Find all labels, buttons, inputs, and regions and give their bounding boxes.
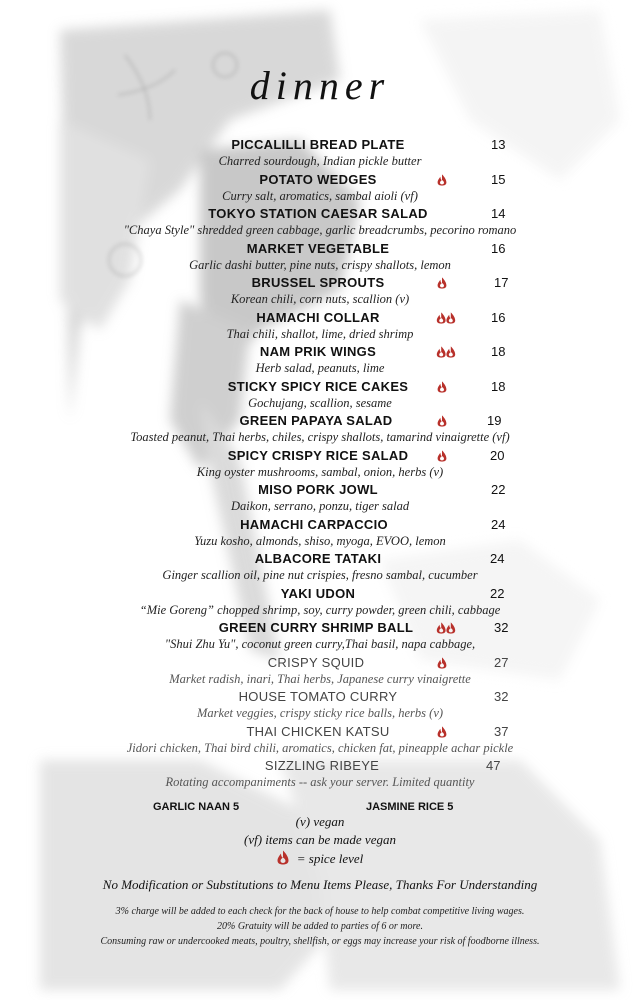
side-jasmine-rice: JASMINE RICE 5 (366, 801, 454, 813)
menu-item-price: 19 (487, 413, 502, 428)
spice-level-icon (434, 622, 458, 634)
menu-item (0, 585, 640, 619)
menu-item-description: Gochujang, scallion, sesame (248, 395, 392, 410)
spice-level-icon (434, 346, 458, 358)
menu-item-name: MARKET VEGETABLE (246, 240, 390, 256)
menu-item-description: Rotating accompaniments -- ask your server. Limited quantity (165, 775, 475, 789)
menu-item-price: 13 (491, 137, 506, 152)
flame-icon (446, 346, 455, 357)
menu-item-header (0, 240, 640, 257)
menu-item-name: SPICY CRISPY RICE SALAD (227, 447, 409, 463)
menu-title: dinner (249, 63, 391, 108)
menu-item-price: 18 (491, 344, 506, 359)
menu-item-name: CRISPY SQUID (267, 654, 365, 670)
fine-print-line: 3% charge will be added to each check for the back of house to help combat competitive living wages. (115, 906, 525, 917)
menu-item (0, 136, 640, 170)
menu-item-header (0, 481, 640, 498)
menu-item-header (0, 516, 640, 533)
menu-item-description: Ginger scallion oil, pine nut crispies, fresno sambal, cucumber (162, 568, 478, 582)
flame-icon (446, 312, 455, 323)
menu-item-description: Garlic dashi butter, pine nuts, crispy shallots, lemon (189, 257, 451, 272)
modification-notice: No Modification or Substitutions to Menu Items Please, Thanks For Understanding (102, 877, 538, 892)
menu-item-header (0, 447, 640, 464)
menu-item-description: Market radish, inari, Thai herbs, Japanese curry vinaigrette (169, 671, 471, 686)
menu-item-price: 17 (494, 275, 509, 290)
menu-item-description: Daikon, serrano, ponzu, tiger salad (230, 499, 410, 513)
menu-item-name: TOKYO STATION CAESAR SALAD (208, 206, 428, 221)
flame-icon (438, 415, 447, 426)
menu-item-name: BRUSSEL SPROUTS (251, 275, 385, 290)
menu-item-header (0, 171, 640, 188)
fine-print-line: 20% Gratuity will be added to parties of 6 or more. (216, 921, 423, 932)
menu-item-price: 27 (494, 654, 509, 670)
menu-item-price: 32 (494, 620, 509, 635)
menu-item-description: King oyster mushrooms, sambal, onion, herbs (v) (196, 464, 444, 479)
menu-item (0, 378, 640, 412)
spice-level-icon (436, 277, 448, 289)
menu-item (0, 481, 640, 515)
menu-item-price: 14 (491, 206, 506, 221)
menu-item-price: 20 (490, 447, 505, 463)
menu-item-name: ALBACORE TATAKI (254, 551, 382, 566)
menu-item-name: NAM PRIK WINGS (259, 344, 377, 359)
menu-item-price: 22 (491, 482, 506, 497)
menu-item-name: HAMACHI COLLAR (256, 309, 380, 325)
menu-item-name: HAMACHI CARPACCIO (240, 516, 388, 532)
menu-item (0, 516, 640, 550)
legend-spice (0, 850, 640, 867)
menu-item-name: HOUSE TOMATO CURRY (238, 689, 398, 704)
flame-icon (437, 346, 446, 357)
menu-item (0, 447, 640, 481)
menu-item-description: Jidori chicken, Thai bird chili, aromatics, chicken fat, pineapple achar pickle (126, 740, 514, 755)
menu-item-price: 37 (494, 723, 509, 739)
menu-item (0, 412, 640, 446)
flame-icon (438, 277, 447, 288)
menu-item-name: THAI CHICKEN KATSU (246, 723, 390, 739)
spice-level-icon (434, 312, 458, 324)
menu-item (0, 688, 640, 722)
menu-item-price: 16 (491, 309, 506, 325)
spice-level-icon (436, 174, 448, 186)
spice-level-icon (436, 450, 448, 462)
spice-level-icon (436, 726, 448, 738)
legend-vegan-option: (vf) items can be made vegan (244, 832, 396, 847)
menu-item-description: "Chaya Style" shredded green cabbage, garlic breadcrumbs, pecorino romano (123, 223, 517, 237)
menu-item-header (0, 309, 640, 326)
menu-item-header (0, 619, 640, 636)
menu-item (0, 274, 640, 308)
menu-item-header (0, 136, 640, 153)
menu-item-price: 15 (491, 171, 506, 187)
menu-item (0, 343, 640, 377)
menu-item-header (0, 550, 640, 567)
legend-spice-text: = spice level (296, 851, 364, 866)
menu-item-description: Herb salad, peanuts, lime (255, 361, 385, 375)
menu-item (0, 205, 640, 239)
menu-item-header (0, 343, 640, 360)
legend-vegan: (v) vegan (295, 814, 345, 829)
menu-item-name: PICCALILLI BREAD PLATE (231, 137, 405, 152)
menu-item-price: 16 (491, 240, 506, 256)
menu-item-name: SIZZLING RIBEYE (264, 758, 380, 773)
menu-item-description: Market veggies, crispy sticky rice balls, herbs (v) (196, 706, 444, 720)
menu-item-name: MISO PORK JOWL (258, 482, 378, 497)
menu-item-price: 32 (494, 689, 509, 704)
menu-item-price: 22 (490, 585, 505, 601)
menu-item-description: Yuzu kosho, almonds, shiso, myoga, EVOO, lemon (194, 533, 446, 548)
menu-item-description: "Shui Zhu Yu", coconut green curry,Thai basil, napa cabbage, (164, 637, 476, 651)
menu-item-description: “Mie Goreng” chopped shrimp, soy, curry powder, green chili, cabbage (139, 602, 501, 617)
menu-item (0, 654, 640, 688)
menu-item-header (0, 205, 640, 222)
menu-item-header (0, 274, 640, 291)
menu-item-header (0, 378, 640, 395)
menu-item-description: Korean chili, corn nuts, scallion (v) (230, 292, 410, 306)
flame-icon (438, 657, 447, 668)
menu-item-description: Curry salt, aromatics, sambal aioli (vf) (222, 188, 418, 203)
spice-level-icon (436, 657, 448, 669)
menu-item (0, 723, 640, 757)
menu-item-description: Toasted peanut, Thai herbs, chiles, crispy shallots, tamarind vinaigrette (vf) (130, 430, 510, 444)
flame-icon (438, 174, 447, 185)
menu-item-price: 24 (490, 551, 505, 566)
menu-item-header (0, 688, 640, 705)
flame-icon (438, 450, 447, 461)
spice-level-icon (436, 415, 448, 427)
menu-item-description: Charred sourdough, Indian pickle butter (218, 154, 422, 168)
flame-icon (277, 850, 289, 865)
menu-item-name: GREEN CURRY SHRIMP BALL (218, 620, 414, 635)
menu-item (0, 550, 640, 584)
menu-item-header (0, 585, 640, 602)
menu-item (0, 757, 640, 791)
menu-item-header (0, 654, 640, 671)
menu-item-price: 24 (491, 516, 506, 532)
side-garlic-naan: GARLIC NAAN 5 (153, 801, 240, 813)
menu-item-header (0, 412, 640, 429)
flame-icon (437, 622, 446, 633)
flame-icon (438, 381, 447, 392)
menu-item-header (0, 757, 640, 774)
menu-item-name: YAKI UDON (280, 585, 356, 601)
menu-item-price: 18 (491, 378, 506, 394)
spice-level-icon (436, 381, 448, 393)
flame-icon (438, 726, 447, 737)
menu-item-name: POTATO WEDGES (259, 171, 377, 187)
menu-item-name: STICKY SPICY RICE CAKES (227, 378, 409, 394)
menu-item (0, 309, 640, 343)
menu-item (0, 240, 640, 274)
menu-item-description: Thai chili, shallot, lime, dried shrimp (226, 326, 414, 341)
flame-icon (437, 312, 446, 323)
fine-print-line: Consuming raw or undercooked meats, poultry, shellfish, or eggs may increase your risk of foodborne illness. (100, 936, 540, 947)
menu-item (0, 171, 640, 205)
menu-item-price: 47 (486, 758, 501, 773)
menu-item (0, 619, 640, 653)
menu-item-header (0, 723, 640, 740)
flame-icon (446, 622, 455, 633)
menu-item-name: GREEN PAPAYA SALAD (239, 413, 393, 428)
